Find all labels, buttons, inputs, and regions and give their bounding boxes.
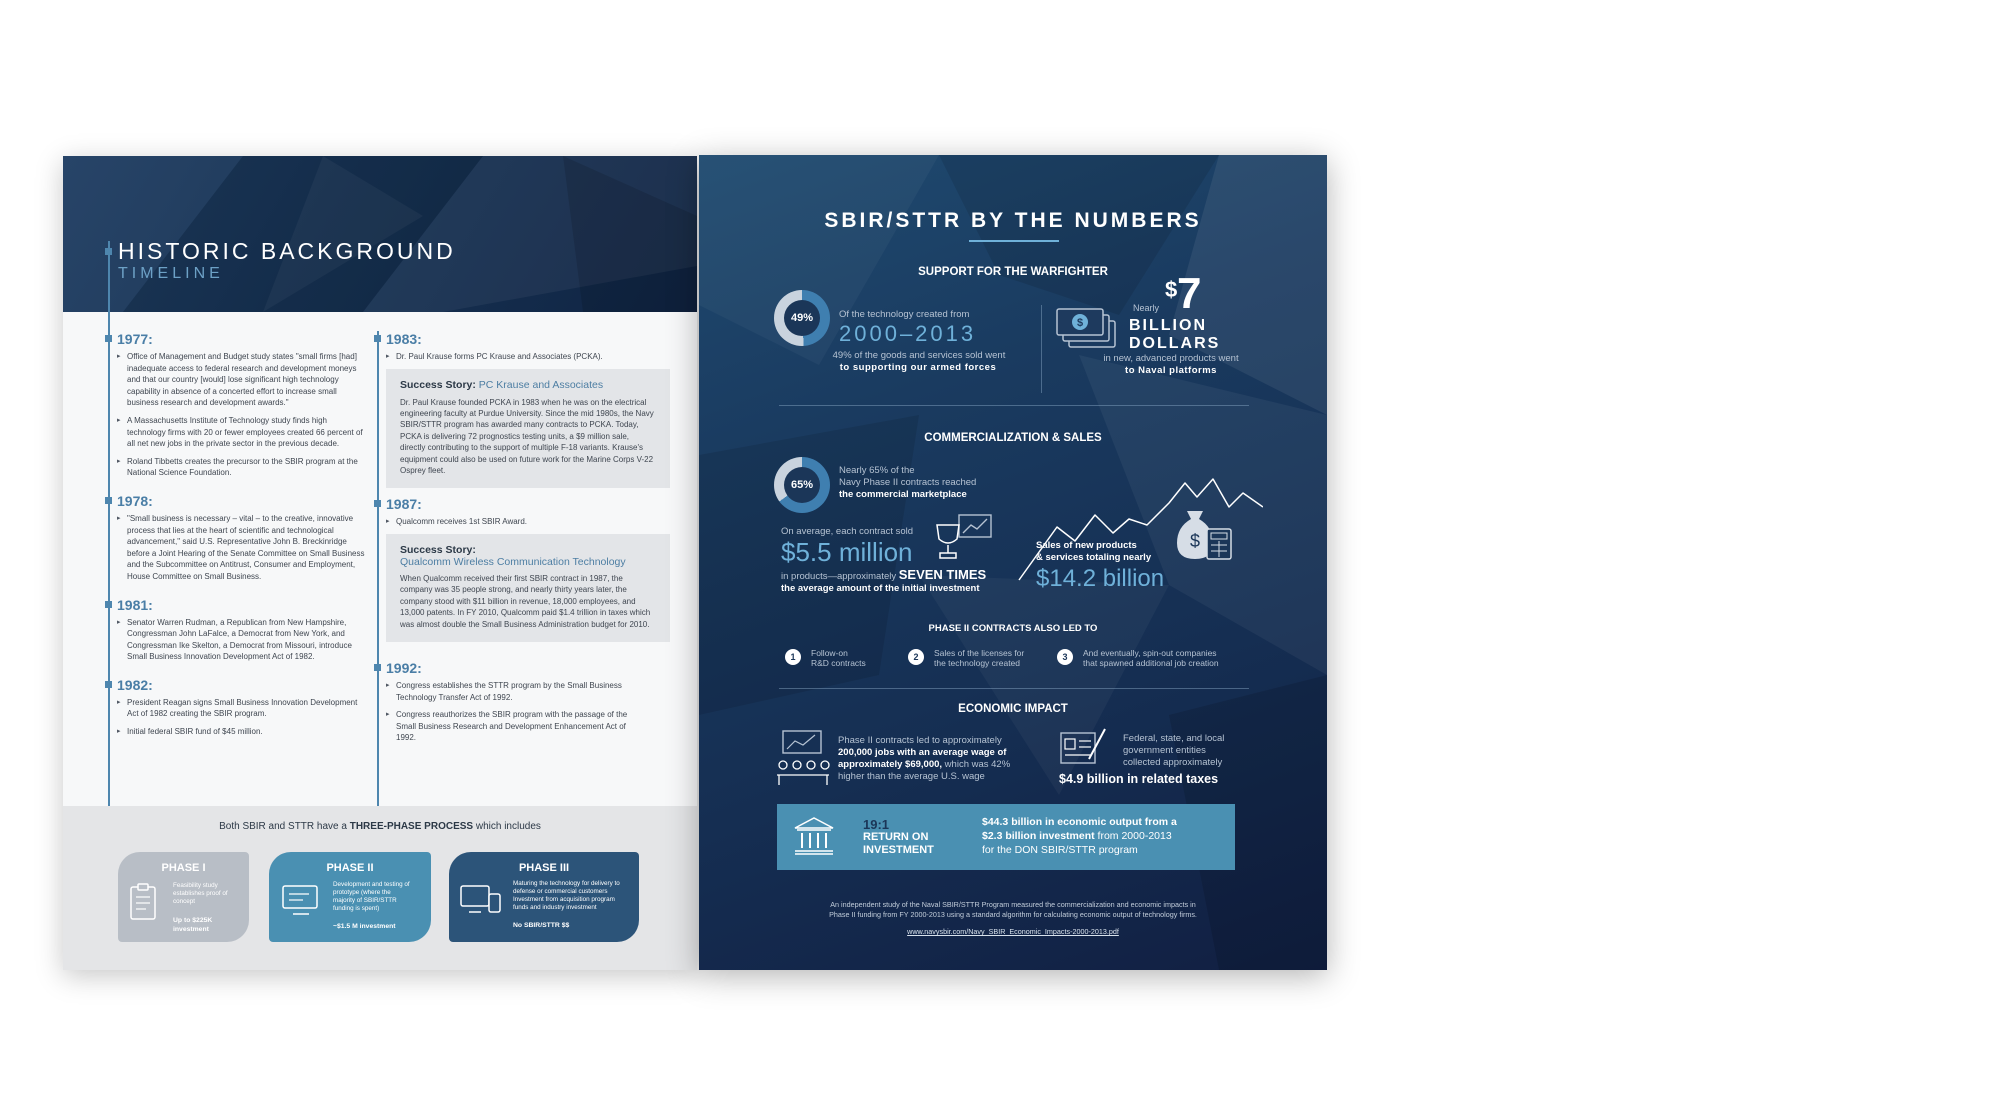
- roi-text-a: $44.3 billion in economic output from a: [982, 816, 1177, 828]
- dollars-label: DOLLARS: [1129, 335, 1221, 352]
- right-page: [699, 155, 1327, 970]
- phase-3-card: PHASE III Maturing the technology for delivery to defense or commercial customers Investment from acquisition program funds and industry investment No SBIR/STTR $$: [449, 852, 639, 942]
- warfighter-heading: SUPPORT FOR THE WARFIGHTER: [918, 266, 1108, 278]
- left-header-banner: [63, 156, 697, 312]
- jobs-line-a: Phase II contracts led to approximately: [838, 735, 1002, 746]
- roi-label-b: INVESTMENT: [863, 844, 934, 856]
- ring-65-label: 65%: [784, 467, 820, 503]
- success-story-qualcomm: [386, 534, 670, 642]
- left-page: [63, 156, 697, 970]
- commercial-heading: COMMERCIALIZATION & SALES: [924, 432, 1102, 444]
- numbers-title: SBIR/STTR BY THE NUMBERS: [824, 209, 1202, 232]
- page-subtitle: TIMELINE: [118, 265, 224, 282]
- story2-body: When Qualcomm received their first SBIR contract in 1987, the company was 35 people strong, and nearly thirty years later, the company stood with $11 billion in revenue, 18,000 employees, and 13,000 patents. In FY 2010, Qualcomm paid $1.4 trillion in taxes which was almost double the Small Business Administration budget for 2010.: [400, 574, 651, 629]
- tax-line-b: government entities: [1123, 745, 1206, 756]
- bullet-1992-a: ▸ Congress establishes the STTR program by the Small Business Technology Transfer Act of 1992.: [386, 680, 626, 703]
- warfighter-line1: Of the technology created from: [839, 309, 970, 320]
- year-1987: 1987:: [372, 496, 697, 516]
- phase2-heading: PHASE II CONTRACTS ALSO LED TO: [928, 623, 1098, 634]
- economic-heading: ECONOMIC IMPACT: [958, 703, 1068, 715]
- divider-1: [779, 405, 1249, 406]
- warfighter-line5: to Naval platforms: [1125, 365, 1217, 376]
- footnote-b: Phase II funding from FY 2000-2013 using a standard algorithm for calculating economic output of technology firms.: [829, 910, 1197, 919]
- money-stack-icon: [1055, 305, 1119, 351]
- study-link[interactable]: www.navysbir.com/Navy_SBIR_Economic_Impacts-2000-2013.pdf: [907, 927, 1119, 936]
- roi-label-a: RETURN ON: [863, 831, 929, 843]
- tax-line-a: Federal, state, and local: [1123, 733, 1225, 744]
- item1-b: R&D contracts: [811, 658, 866, 668]
- item2-b: the technology created: [934, 658, 1021, 668]
- money-bag-icon: [1173, 505, 1237, 565]
- jobs-line-c: approximately $69,000, which was 42%: [838, 759, 1011, 770]
- devices-icon: [459, 882, 503, 918]
- jobs-line-b: 200,000 jobs with an average wage of: [838, 747, 1007, 758]
- story2-name: Qualcomm Wireless Communication Technology: [400, 556, 626, 569]
- avg-contract-text: On average, each contract sold: [781, 526, 914, 537]
- bullet-1987: ▸ Qualcomm receives 1st SBIR Award.: [386, 516, 686, 528]
- avg-amount: $5.5 million: [781, 537, 913, 567]
- timeline-bullet: ▸ President Reagan signs Small Business Innovation Development Act of 1982 creating the SBIR program.: [117, 697, 367, 720]
- timeline-bullet: ▸ "Small business is necessary – vital – to the creative, innovative process that lies at the heart of scientific and technological advancement," said U.S. Representative John B. Breckinridge before a Joint Hearing of the Senate Committee on Small Business and the Subcommittee on Antitrust, Consumer and Employment, House Committee on Small Business.: [117, 513, 367, 583]
- divider-2: [779, 688, 1249, 689]
- sales-text-a: Sales of new products: [1036, 540, 1137, 551]
- products-text-b: the average amount of the initial investment: [781, 583, 980, 594]
- story2-label: Success Story:: [400, 544, 476, 557]
- timeline-column-1: [103, 331, 403, 744]
- phase-intro: Both SBIR and STTR have a THREE-PHASE PROCESS which includes: [219, 821, 541, 832]
- header-polygon-pattern: [63, 156, 697, 312]
- num-1: 1: [785, 649, 801, 665]
- roi-text-b: $2.3 billion investment from 2000-2013: [982, 830, 1172, 842]
- workforce-icon: [775, 729, 831, 787]
- commercial-line3: the commercial marketplace: [839, 489, 967, 500]
- year-1992: 1992:: [372, 660, 697, 680]
- prototype-screen-icon: [281, 882, 321, 918]
- phase-2-card: PHASE II Development and testing of prototype (where the majority of SBIR/STTR funding is spent) ~$1.5 M investment: [269, 852, 431, 942]
- ring-49: [774, 290, 830, 346]
- dollar-sign: $: [1165, 277, 1178, 302]
- title-marker: [105, 248, 112, 255]
- clipboard-icon: [128, 882, 158, 922]
- warfighter-nearly: Nearly: [1133, 303, 1160, 313]
- num-2: 2: [908, 649, 924, 665]
- svg-text:$: $: [1076, 317, 1084, 329]
- year-1978: 1978:: [103, 493, 403, 513]
- bank-building-icon: [793, 816, 835, 856]
- billion-label: BILLION: [1129, 317, 1207, 334]
- item3-b: that spawned additional job creation: [1083, 658, 1219, 668]
- timeline-bullet: ▸ Initial federal SBIR fund of $45 million.: [117, 726, 367, 738]
- warfighter-years: 2000–2013: [839, 321, 977, 346]
- timeline-bullet: ▸ Office of Management and Budget study states "small firms [had] inadequate access to federal research and development moneys and that our country [would] lose significant high technology capability in absence of a concerted effort to increase small business research and development awards.": [117, 351, 367, 409]
- year-1981: 1981:: [103, 597, 403, 617]
- roi-box: [777, 804, 1235, 870]
- item2-a: Sales of the licenses for: [934, 648, 1025, 658]
- tax-document-icon: [1059, 725, 1109, 769]
- story1-body: Dr. Paul Krause founded PCKA in 1983 when he was on the electrical engineering faculty at Purdue University. Since the mid 1980s, the Navy SBIR/STTR program has awarded many contracts to PCKA. Today, PCKA is delivering 72 prognostics testing units, a $9 million sale, directly contributing to the support of multiple F-18 variants. Krause's equipment could also be used on future work for the Marine Corps V-22 Osprey fleet.: [400, 397, 654, 476]
- success-story-pcka: [386, 369, 670, 489]
- item1-a: Follow-on: [811, 648, 848, 658]
- svg-text:$: $: [1189, 531, 1201, 551]
- title-underline: [969, 240, 1059, 242]
- year-1982: 1982:: [103, 677, 403, 697]
- roi-text-c: for the DON SBIR/STTR program: [982, 844, 1138, 856]
- roi-ratio: 19:1: [863, 817, 890, 832]
- sales-text-b: & services totaling nearly: [1036, 552, 1152, 563]
- footnote-a: An independent study of the Naval SBIR/STTR Program measured the commercialization and economic impacts in: [830, 900, 1196, 909]
- warfighter-line4: in new, advanced products went: [1103, 353, 1239, 364]
- page-title: HISTORIC BACKGROUND: [118, 238, 456, 264]
- num-3: 3: [1057, 649, 1073, 665]
- bullet-1983: ▸ Dr. Paul Krause forms PC Krause and Associates (PCKA).: [386, 351, 686, 363]
- year-1977: 1977:: [103, 331, 403, 351]
- products-text-a: in products—approximately SEVEN TIMES: [781, 567, 987, 582]
- timeline-bullet: ▸ Senator Warren Rudman, a Republican from New Hampshire, Congressman John LaFalce, a Democrat from New York, and Congressman Ike Skelton, a Democrat from Missouri, introduce Small Business Innovation Development Act of 1982.: [117, 617, 367, 663]
- story1-label: Success Story:: [400, 378, 476, 391]
- three-phase-strip: [63, 806, 697, 970]
- commercial-line1: Nearly 65% of the: [839, 465, 915, 476]
- tax-line-d: $4.9 billion in related taxes: [1059, 772, 1219, 786]
- tax-line-c: collected approximately: [1123, 757, 1223, 768]
- timeline-column-2: [372, 331, 697, 750]
- warfighter-line3: to supporting our armed forces: [839, 362, 997, 373]
- warfighter-vertical-divider: [1041, 305, 1042, 393]
- warfighter-line2: 49% of the goods and services sold went: [832, 350, 1006, 361]
- story1-name: PC Krause and Associates: [478, 378, 604, 391]
- ring-65: [774, 457, 830, 513]
- timeline-bullet: ▸ Roland Tibbetts creates the precursor to the SBIR program at the National Science Foundation.: [117, 456, 367, 479]
- ring-49-label: 49%: [784, 300, 820, 336]
- sales-total: $14.2 billion: [1036, 565, 1165, 592]
- phase-1-card: PHASE I Feasibility study establishes proof of concept Up to $225K investment: [118, 852, 249, 942]
- year-1983: 1983:: [372, 331, 697, 351]
- timeline-bullet: ▸ A Massachusetts Institute of Technology study finds high technology firms with 20 or fewer employees created 66 percent of all net new jobs in the private sector in the previous decade.: [117, 415, 367, 450]
- bullet-1992-b: ▸ Congress reauthorizes the SBIR program with the passage of the Small Business Research and Development Enhancement Act of 1992.: [386, 709, 636, 744]
- commercial-line2: Navy Phase II contracts reached: [839, 477, 977, 488]
- item3-a: And eventually, spin-out companies: [1083, 648, 1217, 658]
- jobs-line-d: higher than the average U.S. wage: [838, 771, 985, 782]
- trophy-chart-icon: [933, 513, 993, 563]
- seven-big: 7: [1177, 269, 1202, 318]
